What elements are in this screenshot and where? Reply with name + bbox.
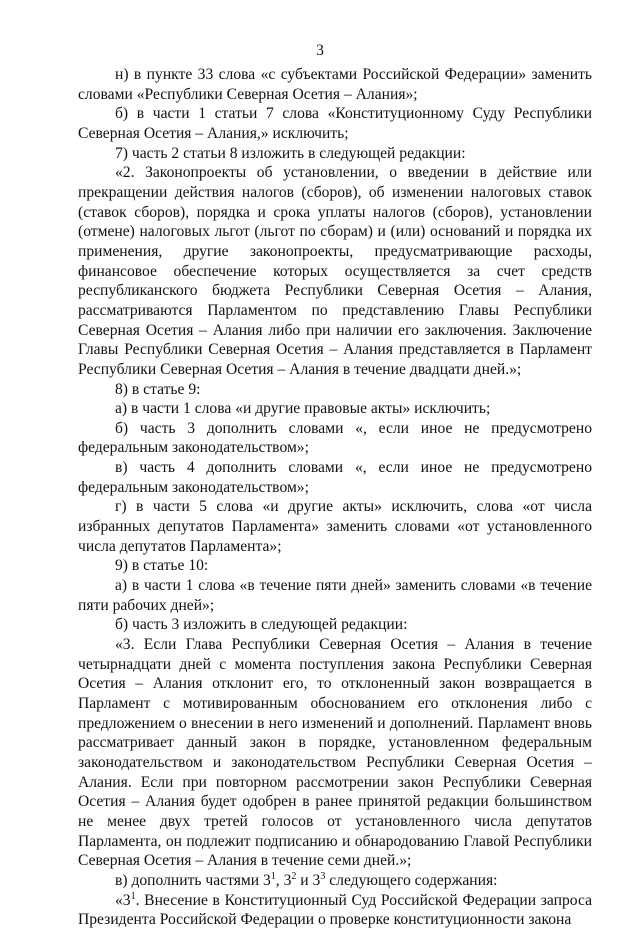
- superscript: 2: [291, 870, 297, 882]
- paragraph-item-b-art7: б) в части 1 статьи 7 слова «Конституционному Суду Республики Северная Осетия – Алания,» исключить;: [78, 105, 592, 142]
- paragraph-item-a-art10: а) в части 1 слова «в течение пяти дней» заменить словами «в течение пяти рабочих дней»;: [78, 577, 592, 614]
- paragraph-item-8: 8) в статье 9:: [115, 380, 201, 398]
- paragraph-item-g-art9: г) в части 5 слова «и другие акты» исключить, слова «от числа избранных депутатов Парламента» заменить словами «от установленного числа депутатов Парламента»;: [78, 498, 592, 555]
- text-fragment: в) дополнить частями 3: [115, 871, 271, 889]
- text-fragment: , 3: [275, 871, 292, 889]
- paragraph-item-7: 7) часть 2 статьи 8 изложить в следующей редакции:: [115, 144, 466, 162]
- text-fragment: . Внесение в Конституционный Суд Российской Федерации запроса Президента Российской Федерации о проверке конституционности закона: [78, 891, 592, 929]
- page-number: 3: [316, 42, 324, 59]
- superscript: 1: [270, 870, 276, 882]
- paragraph-item-b-art10: б) часть 3 изложить в следующей редакции:: [115, 616, 408, 634]
- text-fragment: и 3: [296, 871, 321, 889]
- paragraph-item-v-art9: в) часть 4 дополнить словами «, если иное не предусмотрено федеральным законодательством»;: [78, 459, 592, 496]
- paragraph-item-9: 9) в статье 10:: [115, 557, 209, 575]
- paragraph-quote-art10-part3: «3. Если Глава Республики Северная Осетия – Алания в течение четырнадцати дней с момента поступления закона Республики Северная Осетия – Алания отклонит его, то отклоненный закон возвращается в Парламент с мотивированным обоснованием его отклонения либо с предложением о внесении в него изменений и дополнений. Парламент вновь рассматривает данный закон в порядке, установленном федеральным законодательством и законодательством Республики Северная Осетия – Алания. Если при повторном рассмотрении закон Республики Северная Осетия – Алания будет одобрен в ранее принятой редакции большинством не менее двух третей голосов от установленного числа депутатов Парламента, он подлежит подписанию и обнародованию Главой Республики Северная Осетия – Алания в течение семи дней.»;: [78, 636, 592, 870]
- paragraph-item-b-art9: б) часть 3 дополнить словами «, если иное не предусмотрено федеральным законодательством»;: [78, 419, 592, 457]
- superscript: 3: [320, 870, 326, 882]
- document-body: [78, 65, 592, 930]
- paragraph-quote-art8-part2: «2. Законопроекты об установлении, о введении в действие или прекращении действия налогов (сборов), об изменении налоговых ставок (ставок сборов), порядка и срока уплаты налогов (сборов), установлении (отмене) налоговых льгот (льгот по сборам) и (или) оснований и порядка их применения, другие законопроекты, предусматривающие расходы, финансовое обеспечение которых осуществляется за счет средств республиканского бюджета Республики Северная Осетия – Алания, рассматриваются Парламентом по представлению Главы Республики Северная Осетия – Алания либо при наличии его заключения. Заключение Главы Республики Северная Осетия – Алания представляется в Парламент Республики Северная Осетия – Алания в течение двадцати дней.»;: [78, 164, 592, 378]
- paragraph-item-v-art10: [78, 871, 592, 891]
- superscript: 1: [130, 890, 136, 902]
- paragraph-item-n: н) в пункте 33 слова «с субъектами Российской Федерации» заменить словами «Республики Северная Осетия – Алания»;: [78, 66, 592, 103]
- text-fragment: «3: [115, 891, 131, 909]
- paragraph-item-a-art9: а) в части 1 слова «и другие правовые акты» исключить;: [115, 400, 491, 418]
- text-fragment: следующего содержания:: [325, 871, 498, 889]
- paragraph-quote-part3-1: [78, 891, 592, 930]
